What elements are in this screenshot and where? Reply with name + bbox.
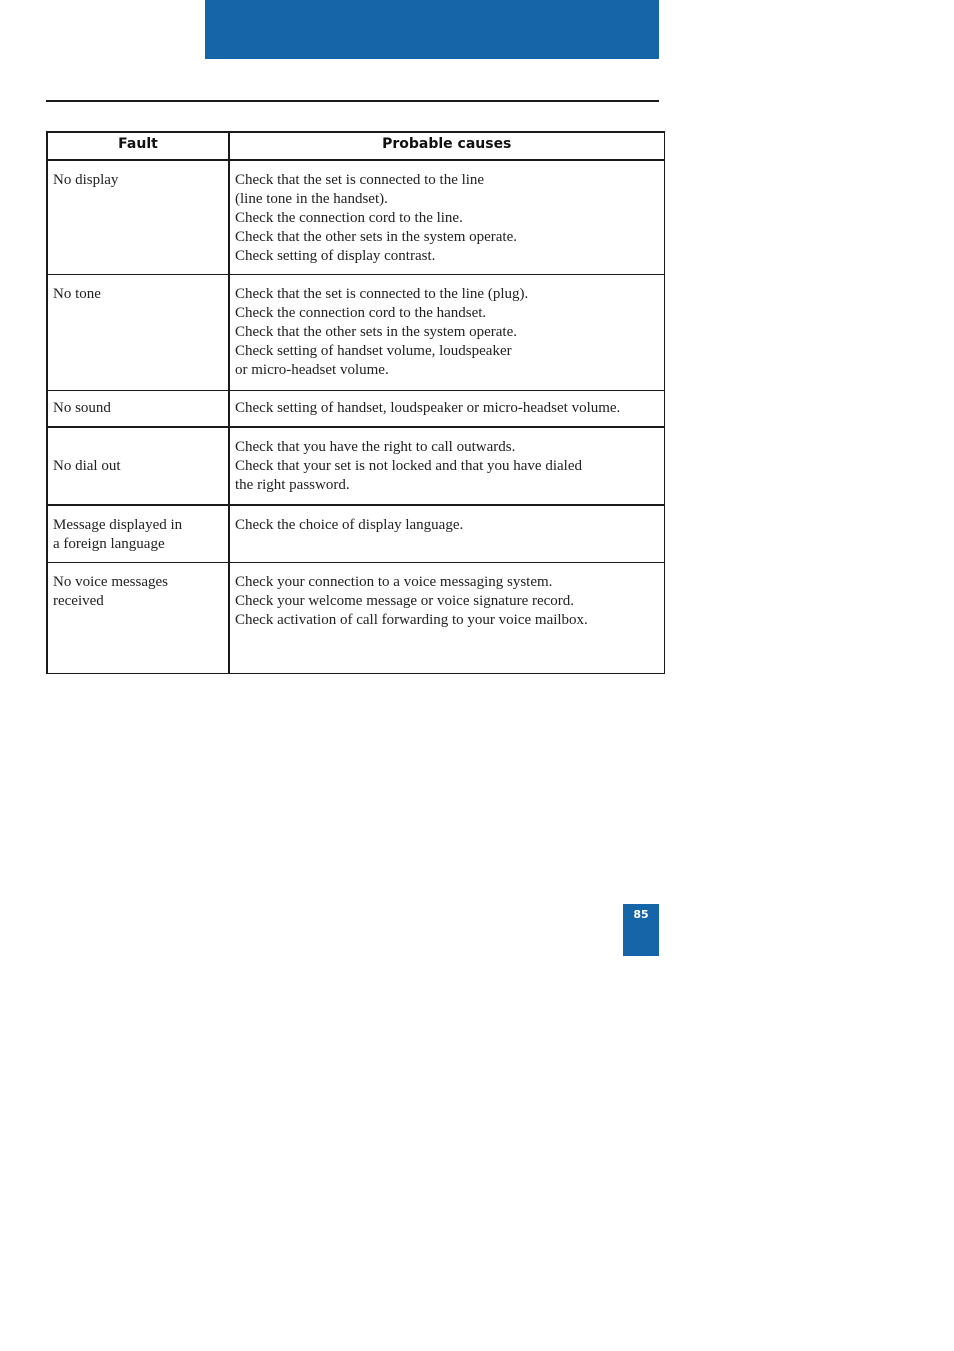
cause-line: Check that you have the right to call outwards.	[235, 439, 516, 455]
cause-line: Check your welcome message or voice signature record.	[235, 593, 575, 609]
cause-line: Check that the other sets in the system operate.	[235, 324, 518, 340]
cause-line: Check activation of call forwarding to your voice mailbox.	[235, 612, 588, 628]
fault-text: Message displayed in	[53, 517, 183, 533]
fault-text: No tone	[53, 286, 101, 302]
table-row	[47, 275, 664, 391]
cause-line: Check the choice of display language.	[235, 517, 464, 533]
fault-text: No voice messages	[53, 574, 168, 590]
table-row	[47, 160, 664, 275]
fault-text: received	[53, 593, 104, 609]
fault-text: No display	[53, 172, 119, 188]
causes-cell	[229, 160, 664, 275]
page-number: 85	[633, 908, 649, 921]
cause-line: Check that your set is not locked and that you have dialed	[235, 458, 582, 474]
cause-line: (line tone in the handset).	[235, 191, 388, 207]
cause-line: Check setting of display contrast.	[235, 248, 436, 264]
cause-line: Check your connection to a voice messaging system.	[235, 574, 553, 590]
fault-cell	[47, 563, 229, 674]
cause-line: Check setting of handset volume, loudspeaker	[235, 343, 512, 359]
causes-cell	[229, 505, 664, 563]
table-row	[47, 563, 664, 674]
fault-cell	[47, 160, 229, 275]
fault-text: No sound	[53, 400, 111, 416]
fault-text: No dial out	[53, 457, 121, 474]
causes-cell	[229, 391, 664, 428]
causes-cell	[229, 275, 664, 391]
cause-line: or micro-headset volume.	[235, 362, 389, 378]
causes-column-header: Probable causes	[229, 132, 664, 160]
table-header-row	[47, 132, 664, 160]
table-row	[47, 505, 664, 563]
fault-cell	[47, 275, 229, 391]
fault-cell	[47, 505, 229, 563]
page-number-tab	[623, 904, 659, 956]
fault-cell	[47, 391, 229, 428]
table-row	[47, 391, 664, 428]
causes-cell	[229, 427, 664, 505]
header-band	[205, 0, 659, 59]
header-rule	[46, 100, 659, 102]
troubleshooting-table	[46, 131, 665, 674]
cause-line: Check that the set is connected to the line	[235, 172, 485, 188]
fault-cell	[47, 427, 229, 505]
cause-line: Check the connection cord to the handset.	[235, 305, 487, 321]
cause-line: Check that the other sets in the system operate.	[235, 229, 518, 245]
fault-column-header: Fault	[47, 132, 229, 160]
cause-line: Check that the set is connected to the line (plug).	[235, 286, 529, 302]
cause-line: the right password.	[235, 477, 350, 493]
cause-line: Check setting of handset, loudspeaker or micro-headset volume.	[235, 400, 621, 416]
table-row	[47, 427, 664, 505]
causes-cell	[229, 563, 664, 674]
fault-text: a foreign language	[53, 536, 165, 552]
cause-line: Check the connection cord to the line.	[235, 210, 463, 226]
